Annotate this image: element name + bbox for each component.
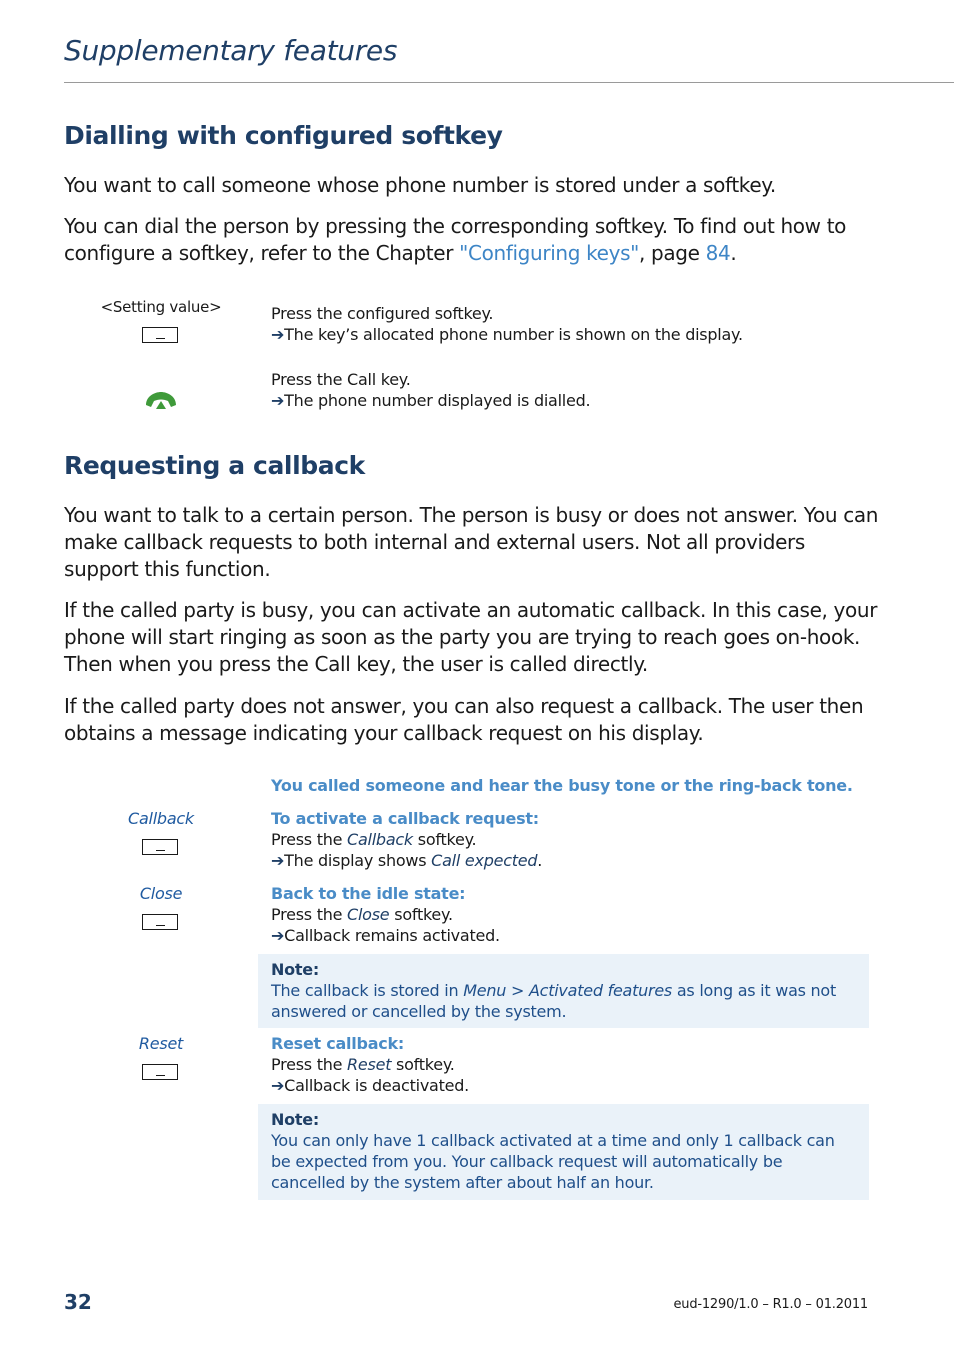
- result-text: The display shows: [284, 851, 432, 870]
- paragraph: You want to call someone whose phone number is stored under a softkey.: [64, 173, 776, 197]
- text: softkey.: [391, 1055, 455, 1074]
- result-text: The phone number displayed is dialled.: [284, 391, 591, 410]
- text: The callback is stored in: [271, 981, 464, 1000]
- callback-intro: You called someone and hear the busy tone or the ring-back tone.: [271, 776, 853, 795]
- note-box: [258, 1104, 869, 1200]
- menu-name: Menu: [463, 981, 507, 1000]
- callback-softkey-button[interactable]: [142, 839, 178, 855]
- result-text: .: [537, 851, 543, 870]
- reset-softkey-button[interactable]: [142, 1064, 178, 1080]
- section-heading-dialling: Dialling with configured softkey: [64, 121, 503, 150]
- note-title: Note:: [271, 960, 320, 979]
- key-name: Close: [347, 905, 390, 924]
- display-text: Call expected: [431, 851, 538, 870]
- step-heading: Back to the idle state:: [271, 884, 466, 903]
- step-text: [271, 829, 871, 850]
- feature-name: Activated features: [528, 981, 673, 1000]
- result-text: The key’s allocated phone number is shown on the display.: [284, 325, 743, 344]
- step-text: [271, 1054, 871, 1075]
- step-text: Press the Call key.: [271, 370, 411, 389]
- note-title: Note:: [271, 1110, 320, 1129]
- step-result: [271, 324, 871, 345]
- paragraph: You want to talk to a certain person. The person is busy or does not answer. You can make callback requests to both internal and external users. Not all providers support this function.: [64, 503, 879, 581]
- section-heading-callback: Requesting a callback: [64, 451, 365, 480]
- step-configured-softkey: [271, 303, 871, 345]
- call-key-icon[interactable]: [143, 388, 179, 414]
- text: Press the: [271, 830, 348, 849]
- step-result: [271, 925, 871, 946]
- key-name: Reset: [347, 1055, 392, 1074]
- text: >: [506, 981, 529, 1000]
- text: Press the: [271, 905, 348, 924]
- result-text: Callback is deactivated.: [284, 1076, 469, 1095]
- paragraph-text: .: [730, 241, 737, 265]
- arrow-icon: ➔: [271, 1076, 285, 1095]
- step-result: [271, 1075, 871, 1096]
- step-heading: Reset callback:: [271, 1034, 405, 1053]
- document-id: eud-1290/1.0 – R1.0 – 01.2011: [673, 1297, 868, 1312]
- page-number: 32: [64, 1290, 92, 1314]
- step-text: Press the configured softkey.: [271, 304, 494, 323]
- arrow-icon: ➔: [271, 391, 285, 410]
- header-rule: [64, 82, 954, 83]
- paragraph: If the called party is busy, you can activate an automatic callback. In this case, your phone will start ringing as soon as the party you are trying to reach goes on-hook. Then when you press the Call key, the user is called directly.: [64, 598, 878, 676]
- note-box: [258, 954, 869, 1028]
- arrow-icon: ➔: [271, 325, 285, 344]
- link-page-84[interactable]: 84: [705, 241, 731, 265]
- close-softkey-label: Close: [139, 884, 183, 903]
- running-head: Supplementary features: [64, 34, 398, 67]
- callback-softkey-label: Callback: [128, 809, 194, 828]
- link-configuring-keys[interactable]: "Configuring keys": [459, 241, 639, 265]
- phone-handset-icon: [143, 388, 179, 414]
- step-text: [271, 904, 871, 925]
- text: as long as it was not answered or cancelled by the system.: [271, 981, 836, 1021]
- result-text: Callback remains activated.: [284, 926, 500, 945]
- paragraph: If the called party does not answer, you can also request a callback. The user then obtains a message indicating your callback request on his display.: [64, 694, 864, 745]
- setting-value-label: <Setting value>: [100, 298, 222, 316]
- text: Press the: [271, 1055, 348, 1074]
- key-name: Callback: [347, 830, 413, 849]
- note-text: You can only have 1 callback activated at a time and only 1 callback can be expected from you. Your callback request will automatically be cancelled by the system after about half an hour.: [271, 1131, 835, 1192]
- close-softkey-button[interactable]: [142, 914, 178, 930]
- step-result: [271, 390, 871, 411]
- step-result: [271, 850, 871, 871]
- reset-softkey-label: Reset: [138, 1034, 184, 1053]
- softkey-button[interactable]: [142, 327, 178, 343]
- arrow-icon: ➔: [271, 926, 285, 945]
- note-text: [271, 980, 856, 1022]
- paragraph-configure: [64, 213, 884, 267]
- step-call-key: [271, 369, 871, 411]
- step-reset-callback: [271, 1033, 871, 1096]
- step-activate-callback: [271, 808, 871, 871]
- step-idle-state: [271, 883, 871, 946]
- text: softkey.: [389, 905, 453, 924]
- text: softkey.: [412, 830, 477, 849]
- arrow-icon: ➔: [271, 851, 285, 870]
- paragraph-text: You can dial the person by pressing the corresponding softkey. To find out how to configure a softkey, refer to the Chapter: [64, 214, 847, 265]
- paragraph-text: , page: [639, 241, 706, 265]
- step-heading: To activate a callback request:: [271, 809, 539, 828]
